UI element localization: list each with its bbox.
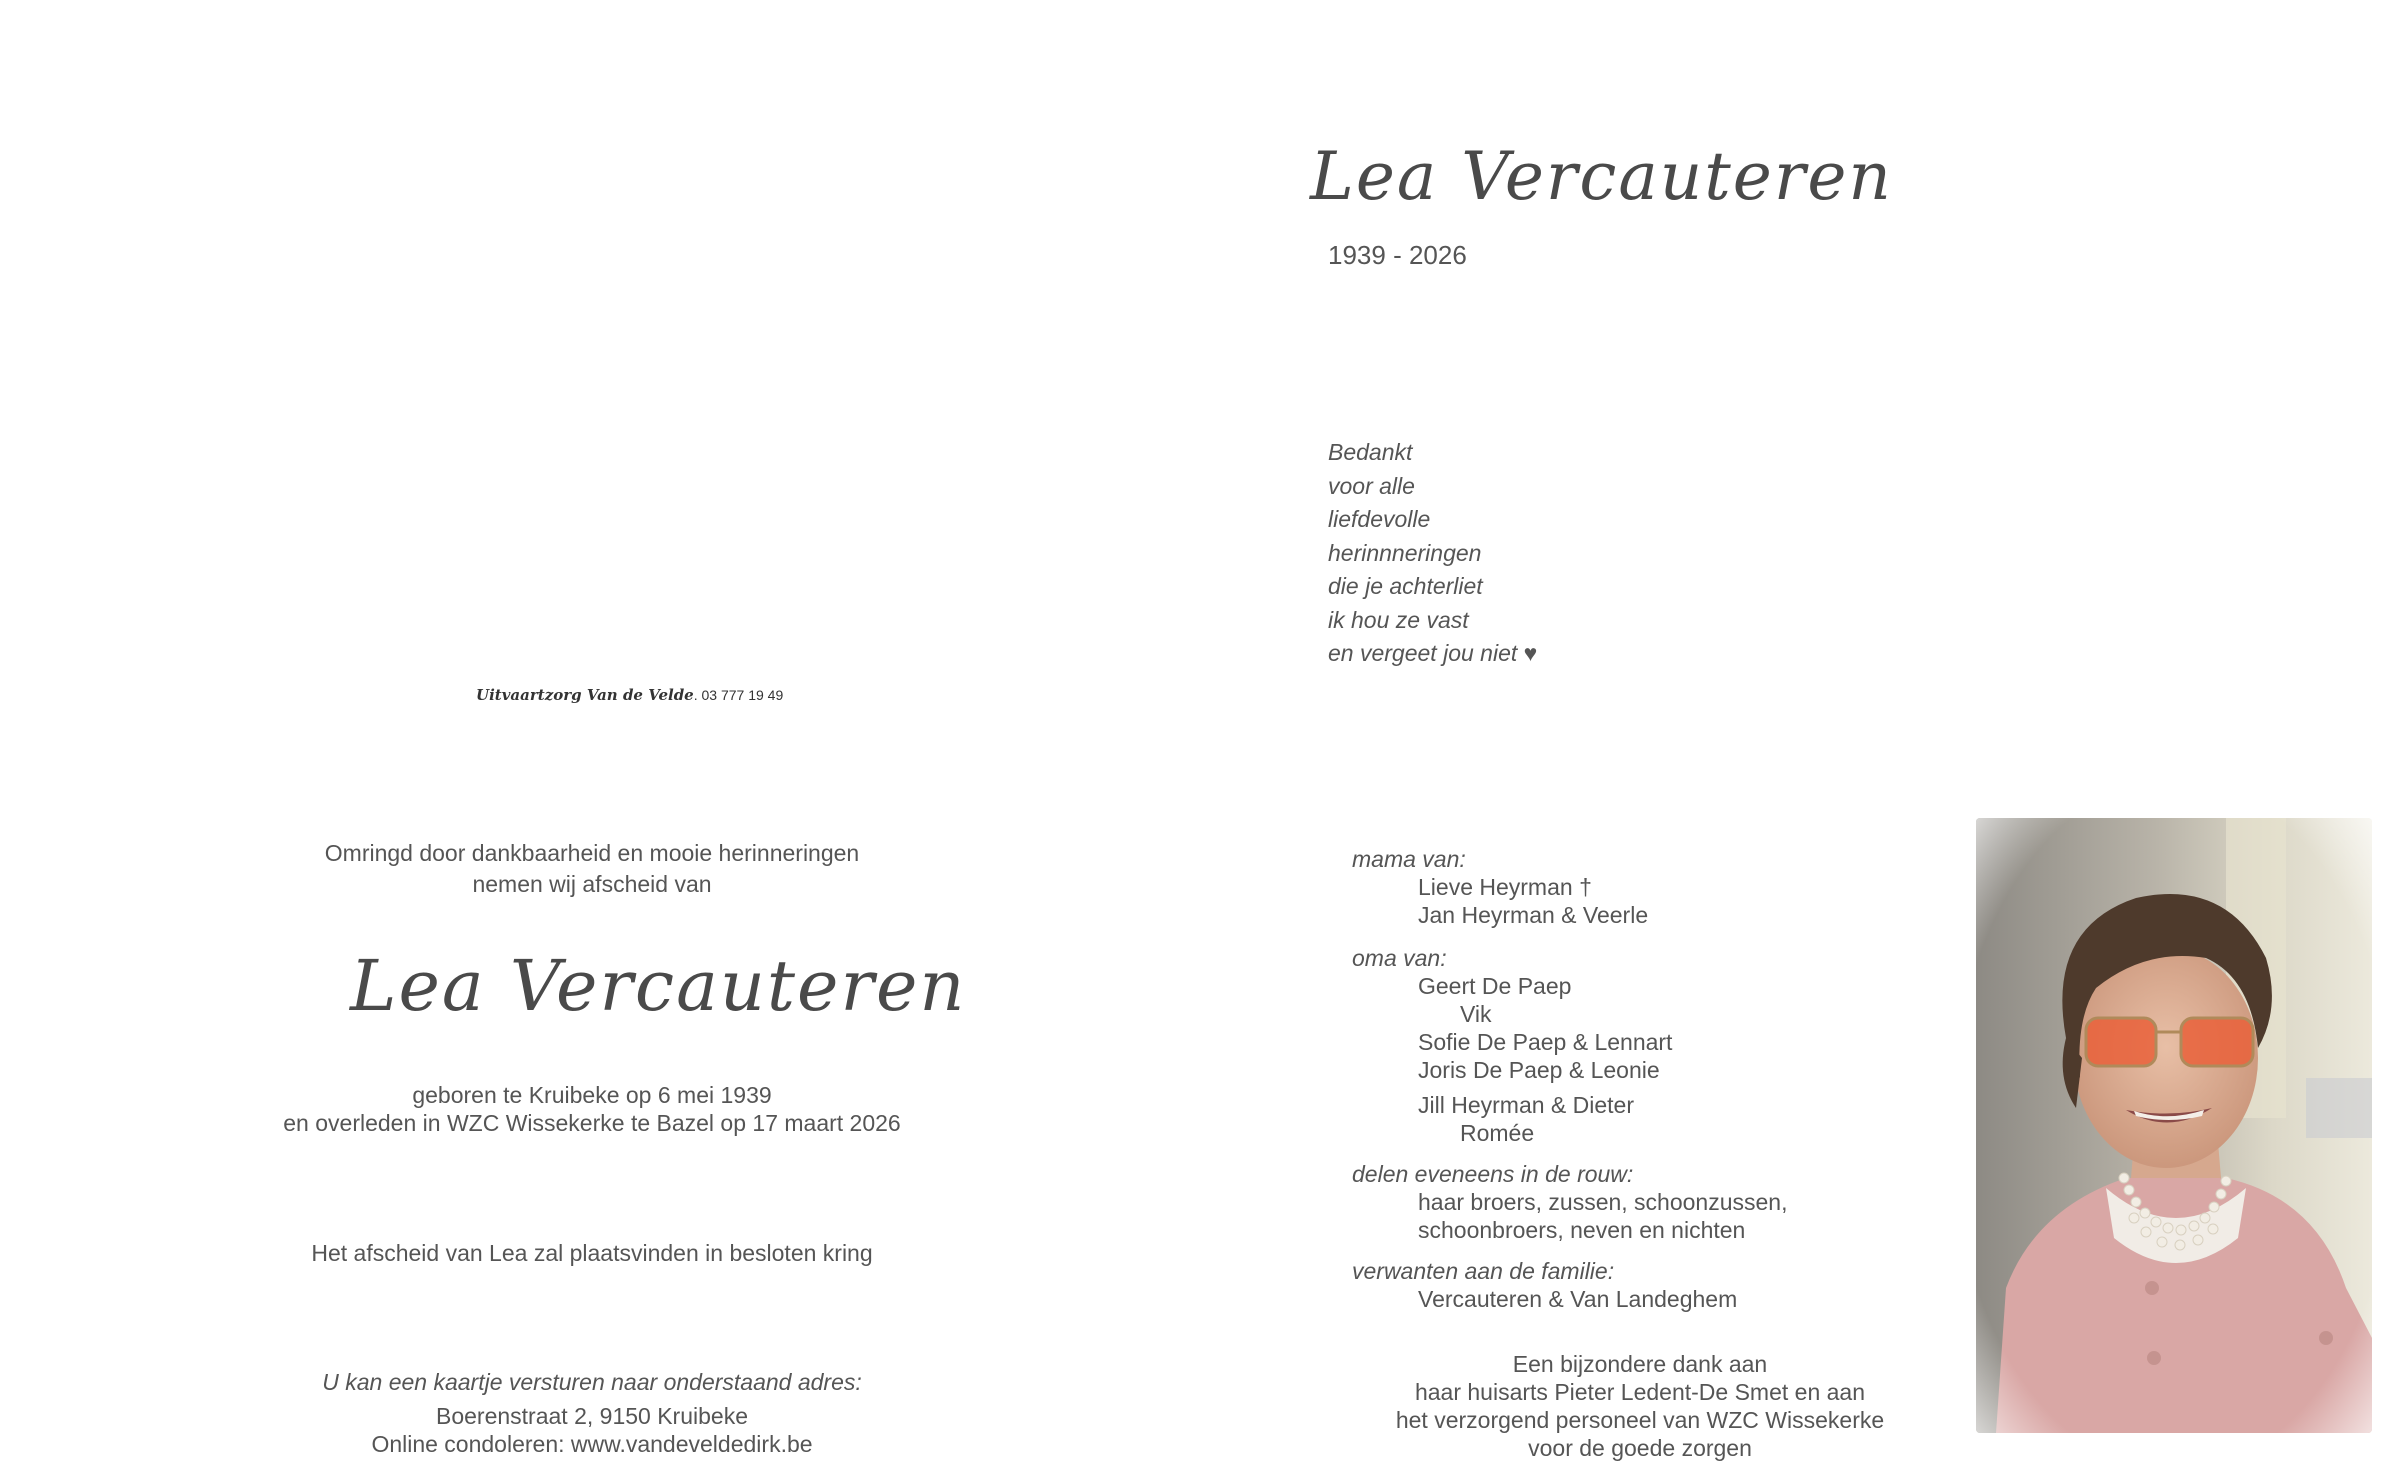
born-line: geboren te Kruibeke op 6 mei 1939 <box>412 1082 772 1108</box>
poem-line: voor alle <box>1328 472 1415 499</box>
farewell-text: Het afscheid van Lea zal plaatsvinden in besloten kring <box>311 1240 873 1266</box>
rouw-heading: delen eveneens in de rouw: <box>1352 1161 1634 1187</box>
thanks-text <box>1340 1350 1940 1462</box>
poem-line: die je achterliet <box>1328 573 1483 599</box>
undertaker-phone: . 03 777 19 49 <box>693 687 784 703</box>
mama-heading: mama van: <box>1352 846 1466 872</box>
undertaker-brand: Uitvaartzorg Van de Velde <box>476 686 694 704</box>
family-member: Vercauteren & Van Landeghem <box>1418 1286 1738 1312</box>
thanks-line: Een bijzondere dank aan <box>1512 1351 1768 1377</box>
postal-address: Boerenstraat 2, 9150 Kruibeke <box>436 1403 748 1429</box>
thanks-line: haar huisarts Pieter Ledent-De Smet en aan <box>1414 1379 1866 1405</box>
poem <box>1328 436 1537 671</box>
family-member: Lieve Heyrman † <box>1418 874 1592 900</box>
front-name: Lea Vercauteren <box>1310 138 1893 215</box>
poem-line: ik hou ze vast <box>1328 606 1469 633</box>
portrait-photo <box>1976 818 2372 1433</box>
family-list <box>1352 845 1787 1313</box>
poem-line: liefdevolle <box>1328 506 1431 532</box>
thanks-line: het verzorgend personeel van WZC Wissekerke <box>1395 1407 1885 1433</box>
intro-line: nemen wij afscheid van <box>472 871 712 897</box>
undertaker-credit <box>476 686 783 704</box>
address-block <box>212 1368 972 1458</box>
family-member: Vik <box>1460 1001 1492 1027</box>
family-member: Joris De Paep & Leonie <box>1418 1057 1660 1083</box>
poem-line: herinnneringen <box>1328 539 1482 566</box>
poem-line: en vergeet jou niet ♥ <box>1328 640 1538 666</box>
front-years: 1939 - 2026 <box>1328 240 1467 270</box>
family-member: schoonbroers, neven en nichten <box>1418 1217 1746 1243</box>
verwanten-heading: verwanten aan de familie: <box>1352 1258 1615 1284</box>
life-dates <box>212 1081 972 1137</box>
family-member: Geert De Paep <box>1418 973 1572 999</box>
deceased-name: Lea Vercauteren <box>350 945 967 1027</box>
died-line: en overleden in WZC Wissekerke te Bazel op 17 maart 2026 <box>283 1110 901 1136</box>
oma-heading: oma van: <box>1352 945 1447 971</box>
intro-line: Omringd door dankbaarheid en mooie herinneringen <box>324 840 860 866</box>
family-member: Jill Heyrman & Dieter <box>1418 1092 1634 1118</box>
intro-text <box>212 838 972 900</box>
thanks-line: voor de goede zorgen <box>1528 1435 1752 1461</box>
family-member: haar broers, zussen, schoonzussen, <box>1418 1189 1788 1215</box>
family-member: Jan Heyrman & Veerle <box>1418 902 1649 928</box>
poem-line: Bedankt <box>1328 439 1413 465</box>
online-condolence: Online condoleren: www.vandeveldedirk.be <box>371 1431 813 1457</box>
card-note: U kan een kaartje versturen naar onderstaand adres: <box>322 1369 862 1395</box>
family-member: Romée <box>1460 1120 1535 1146</box>
family-member: Sofie De Paep & Lennart <box>1418 1029 1673 1055</box>
